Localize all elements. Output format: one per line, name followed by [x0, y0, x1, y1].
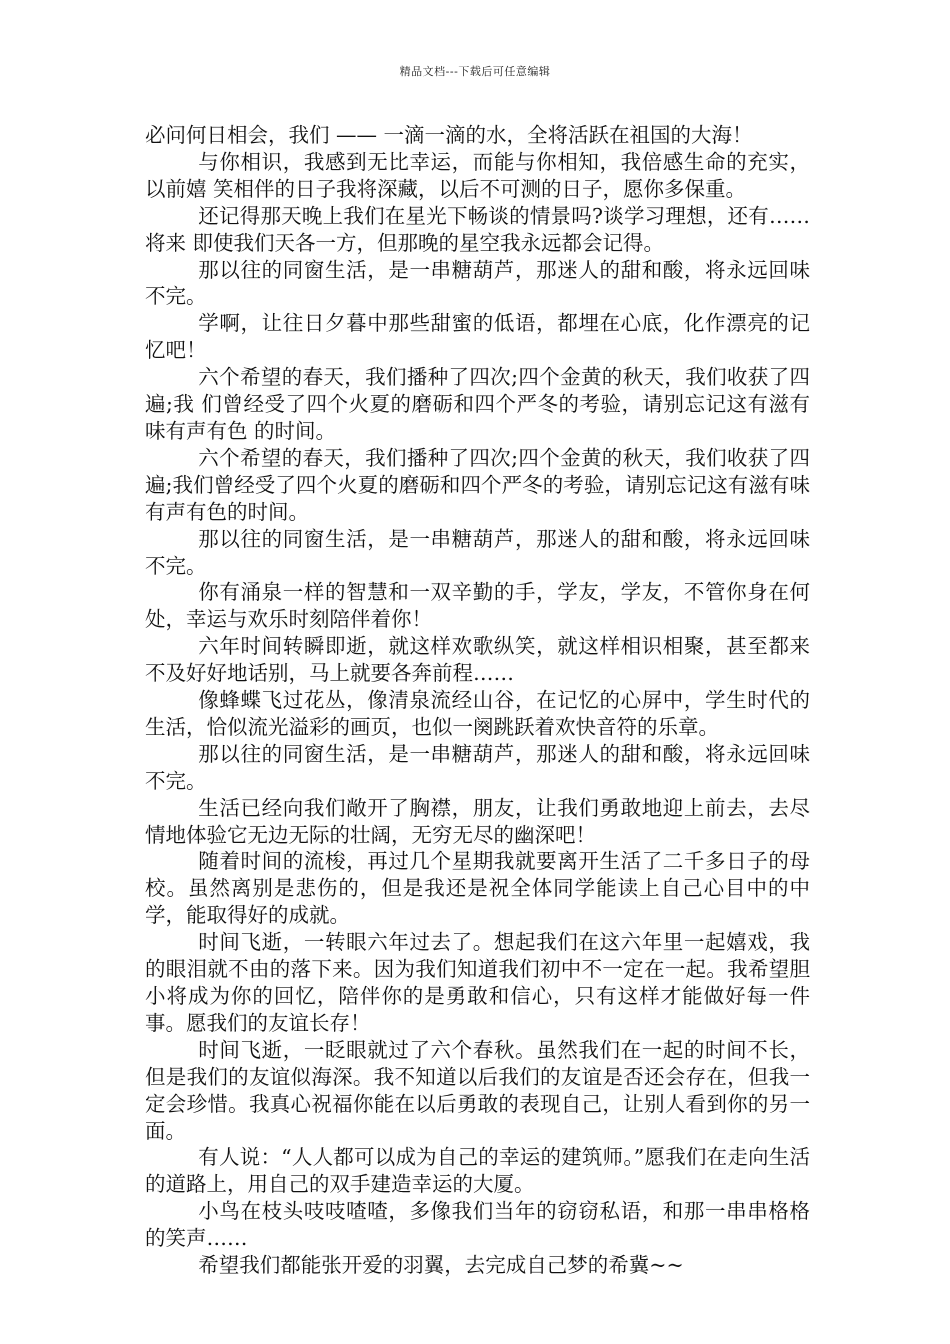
document-body — [145, 122, 810, 1279]
paragraph: 六个希望的春天，我们播种了四次;四个金黄的秋天，我们收获了四遍;我 们曾经受了四个火夏的磨砺和四个严冬的考验，请别忘记这有滋有味有声有色 的时间。 — [145, 365, 810, 443]
paragraph: 那以往的同窗生活，是一串糖葫芦，那迷人的甜和酸，将永远回味不完。 — [145, 257, 810, 309]
paragraph: 那以往的同窗生活，是一串糖葫芦，那迷人的甜和酸，将永远回味不完。 — [145, 526, 810, 578]
paragraph: 像蜂蝶飞过花丛，像清泉流经山谷，在记忆的心屏中，学生时代的生活，恰似流光溢彩的画页，也似一阕跳跃着欢快音符的乐章。 — [145, 688, 810, 739]
paragraph: 生活已经向我们敞开了胸襟，朋友，让我们勇敢地迎上前去，去尽情地体验它无边无际的壮阔，无穷无尽的幽深吧！ — [145, 795, 810, 847]
paragraph: 与你相识，我感到无比幸运，而能与你相知，我倍感生命的充实，以前嬉 笑相伴的日子我将深藏，以后不可测的日子，愿你多保重。 — [145, 149, 810, 201]
paragraph: 六年时间转瞬即逝，就这样欢歌纵笑，就这样相识相聚，甚至都来不及好好地话别，马上就要各奔前程…… — [145, 634, 810, 686]
paragraph: 学啊，让往日夕暮中那些甜蜜的低语，都埋在心底，化作漂亮的记忆吧！ — [145, 311, 810, 363]
paragraph: 时间飞逝，一眨眼就过了六个春秋。虽然我们在一起的时间不长，但是我们的友谊似海深。我不知道以后我们的友谊是否还会存在，但我一定会珍惜。我真心祝福你能在以后勇敢的表现自己，让别人看到你的另一面。 — [145, 1037, 810, 1143]
paragraph: 那以往的同窗生活，是一串糖葫芦，那迷人的甜和酸，将永远回味不完。 — [145, 741, 810, 793]
paragraph: 六个希望的春天，我们播种了四次;四个金黄的秋天，我们收获了四遍;我们曾经受了四个火夏的磨砺和四个严冬的考验，请别忘记这有滋有味有声有色的时间。 — [145, 445, 810, 524]
paragraph: 必问何日相会，我们 —— 一滴一滴的水，全将活跃在祖国的大海！ — [145, 123, 753, 147]
paragraph: 小鸟在枝头吱吱喳喳，多像我们当年的窃窃私语，和那一串串格格的笑声…… — [145, 1199, 810, 1251]
paragraph: 还记得那天晚上我们在星光下畅谈的情景吗?谈学习理想，还有……将来 即使我们天各一方，但那晚的星空我永远都会记得。 — [145, 203, 810, 255]
paragraph: 有人说：“人人都可以成为自己的幸运的建筑师。”愿我们在走向生活的道路上，用自己的双手建造幸运的大厦。 — [145, 1145, 810, 1197]
paragraph: 你有涌泉一样的智慧和一双辛勤的手，学友，学友，不管你身在何处，幸运与欢乐时刻陪伴着你！ — [145, 580, 810, 632]
paragraph: 希望我们都能张开爱的羽翼，去完成自己梦的希冀~~ — [198, 1253, 684, 1278]
paragraph: 随着时间的流梭，再过几个星期我就要离开生活了二千多日子的母校。虽然离别是悲伤的，但是我还是祝全体同学能读上自己心目中的中学，能取得好的成就。 — [145, 849, 810, 928]
paragraph: 时间飞逝，一转眼六年过去了。想起我们在这六年里一起嬉戏，我的眼泪就不由的落下来。因为我们知道我们初中不一定在一起。我希望胆小将成为你的回忆，陪伴你的是勇敢和信心，只有这样才能做好每一件事。愿我们的友谊长存！ — [145, 930, 810, 1035]
page-header: 精品文档---下载后可任意编辑 — [399, 65, 551, 78]
